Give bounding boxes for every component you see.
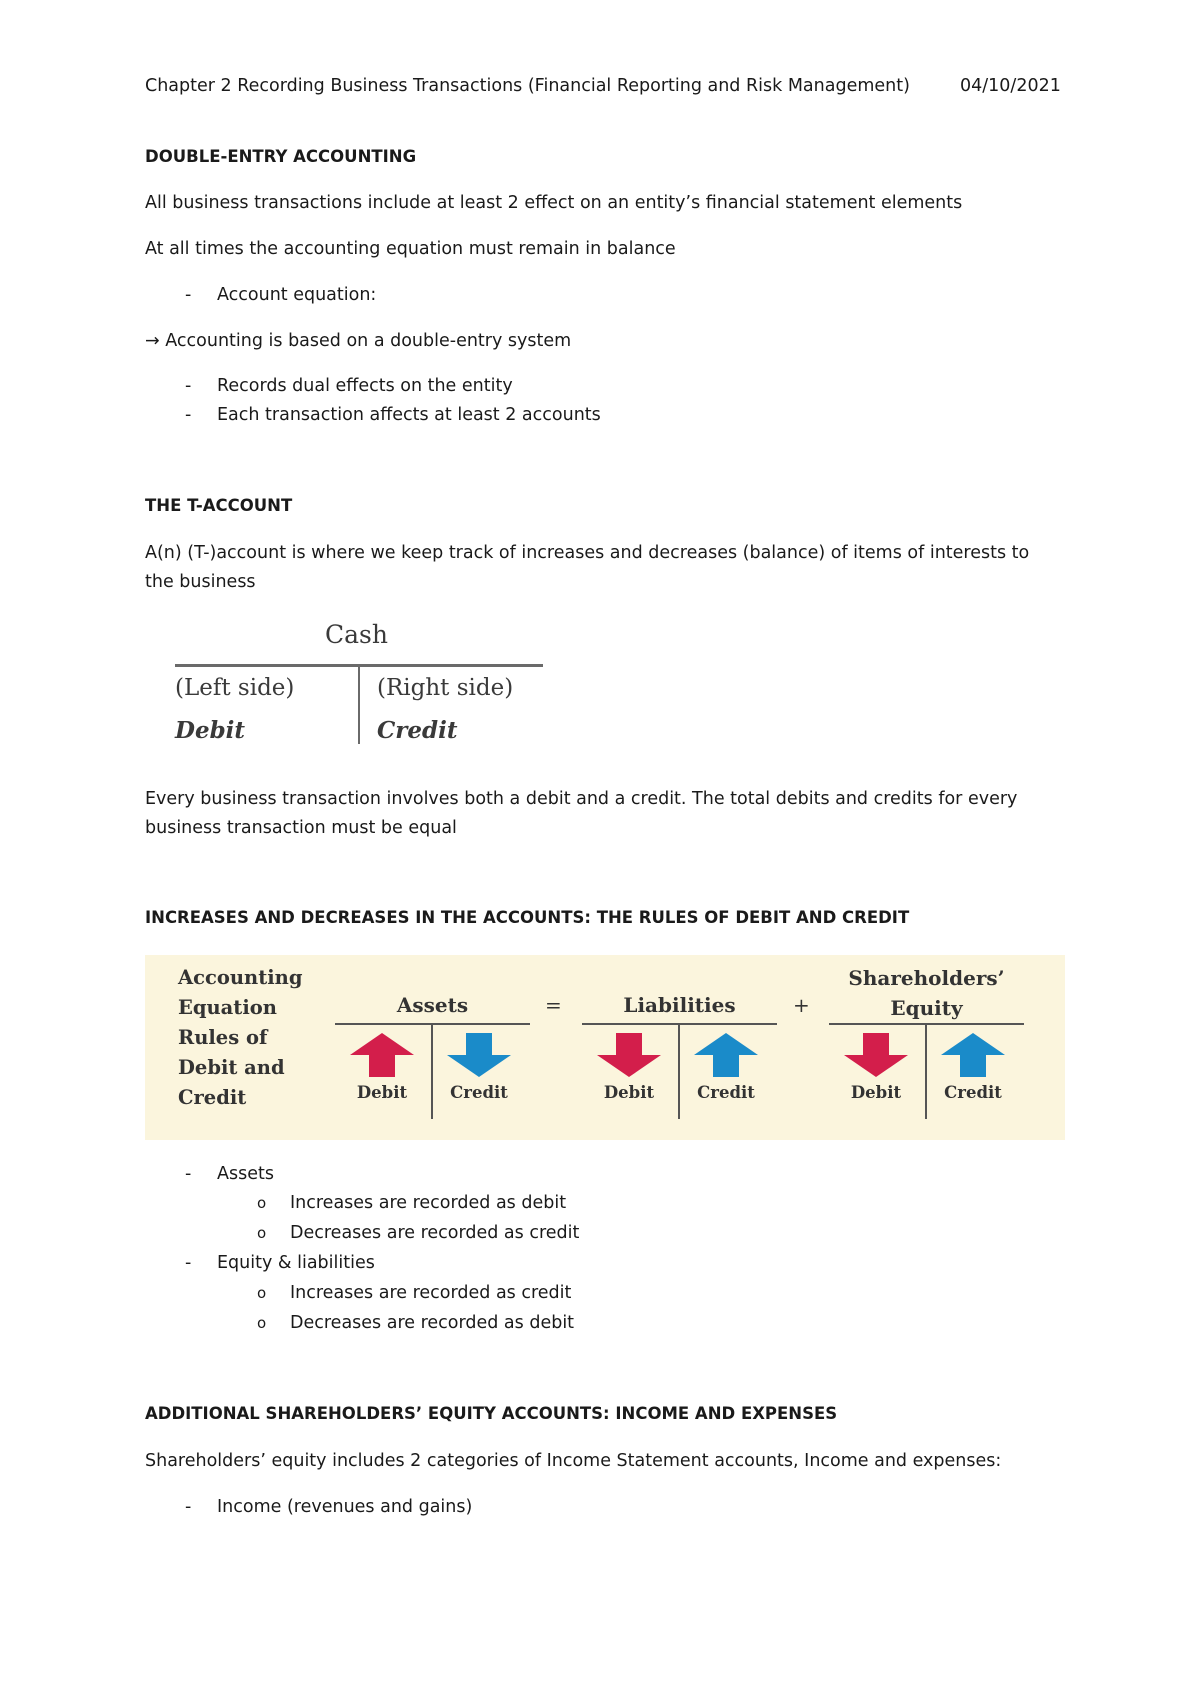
t-account-figure xyxy=(175,620,545,750)
equity-divider xyxy=(925,1024,927,1119)
equity-header xyxy=(829,963,1024,1023)
paragraph: All business transactions include at least 2 effect on an entity’s financial statement elements xyxy=(145,193,963,213)
equity-header-line: Equity xyxy=(890,996,963,1020)
label-line: Equation xyxy=(178,996,277,1019)
t-account-vertical-rule xyxy=(358,666,360,744)
t-account-debit: Debit xyxy=(175,717,246,744)
arrow-down-icon xyxy=(447,1033,511,1077)
plus-sign: + xyxy=(793,993,810,1017)
dash-bullet: - xyxy=(185,1253,192,1273)
dash-bullet: - xyxy=(185,1497,192,1517)
t-account-left-label: (Left side) xyxy=(175,675,295,701)
section-heading-double-entry: DOUBLE-ENTRY ACCOUNTING xyxy=(145,147,417,166)
arrow-up-icon xyxy=(694,1033,758,1077)
label-line: Debit and xyxy=(178,1056,285,1079)
paragraph-line: A(n) (T-)account is where we keep track of increases and decreases (balance) of items of interests to xyxy=(145,543,1030,563)
list-item-text: Each transaction affects at least 2 accounts xyxy=(217,405,601,425)
circle-bullet: o xyxy=(257,1194,267,1212)
paragraph: Shareholders’ equity includes 2 categories of Income Statement accounts, Income and expenses: xyxy=(145,1451,1002,1471)
t-account-right-label: (Right side) xyxy=(377,675,514,701)
sub-list-item-text: Decreases are recorded as credit xyxy=(290,1223,580,1243)
equity-debit-label: Debit xyxy=(850,1083,902,1102)
arrow-up-icon xyxy=(350,1033,414,1077)
arrow-down-icon xyxy=(844,1033,908,1077)
liabilities-debit-label: Debit xyxy=(603,1083,655,1102)
equity-credit-label: Credit xyxy=(944,1083,1002,1102)
paragraph-line: business transaction must be equal xyxy=(145,818,457,838)
label-line: Accounting xyxy=(178,966,303,989)
equals-sign: = xyxy=(545,993,562,1017)
list-item-text: Income (revenues and gains) xyxy=(217,1497,473,1517)
t-account-credit: Credit xyxy=(377,717,458,744)
document-header-title: Chapter 2 Recording Business Transactions (Financial Reporting and Risk Management) xyxy=(145,76,910,96)
label-line: Credit xyxy=(178,1086,247,1109)
section-heading-additional-equity: ADDITIONAL SHAREHOLDERS’ EQUITY ACCOUNTS: INCOME AND EXPENSES xyxy=(145,1404,838,1423)
list-item-text: Records dual effects on the entity xyxy=(217,376,513,396)
liabilities-credit-label: Credit xyxy=(697,1083,755,1102)
liabilities-header: Liabilities xyxy=(623,993,736,1017)
assets-header: Assets xyxy=(396,993,469,1017)
list-item-text: Assets xyxy=(217,1164,274,1184)
arrow-right-icon: → xyxy=(145,331,160,351)
paragraph: At all times the accounting equation must remain in balance xyxy=(145,239,676,259)
sub-list-item-text: Decreases are recorded as debit xyxy=(290,1313,575,1333)
section-heading-rules: INCREASES AND DECREASES IN THE ACCOUNTS: THE RULES OF DEBIT AND CREDIT xyxy=(145,908,910,927)
paragraph-line: Every business transaction involves both a debit and a credit. The total debits and credits for every xyxy=(145,789,1018,809)
dash-bullet: - xyxy=(185,1164,192,1184)
dash-bullet: - xyxy=(185,405,192,425)
circle-bullet: o xyxy=(257,1284,267,1302)
dash-bullet: - xyxy=(185,285,192,305)
dash-bullet: - xyxy=(185,376,192,396)
liabilities-divider xyxy=(678,1024,680,1119)
circle-bullet: o xyxy=(257,1224,267,1242)
list-item-text: Equity & liabilities xyxy=(217,1253,375,1273)
sub-list-item-text: Increases are recorded as credit xyxy=(290,1283,572,1303)
figure-label xyxy=(178,963,302,1113)
section-heading-t-account: THE T-ACCOUNT xyxy=(145,496,293,515)
list-item-text: Account equation: xyxy=(217,285,377,305)
label-line: Rules of xyxy=(178,1026,268,1049)
t-account-title: Cash xyxy=(325,620,388,649)
debit-credit-rules-figure xyxy=(145,955,1065,1140)
arrow-line xyxy=(145,327,571,356)
assets-credit-label: Credit xyxy=(450,1083,508,1102)
assets-divider xyxy=(431,1024,433,1119)
assets-debit-label: Debit xyxy=(356,1083,408,1102)
circle-bullet: o xyxy=(257,1314,267,1332)
sub-list-item-text: Increases are recorded as debit xyxy=(290,1193,567,1213)
paragraph-line: the business xyxy=(145,572,256,592)
document-header-date: 04/10/2021 xyxy=(960,76,1061,96)
arrow-up-icon xyxy=(941,1033,1005,1077)
arrow-line-text: Accounting is based on a double-entry system xyxy=(165,331,572,351)
arrow-down-icon xyxy=(597,1033,661,1077)
equity-header-line: Shareholders’ xyxy=(848,966,1005,990)
